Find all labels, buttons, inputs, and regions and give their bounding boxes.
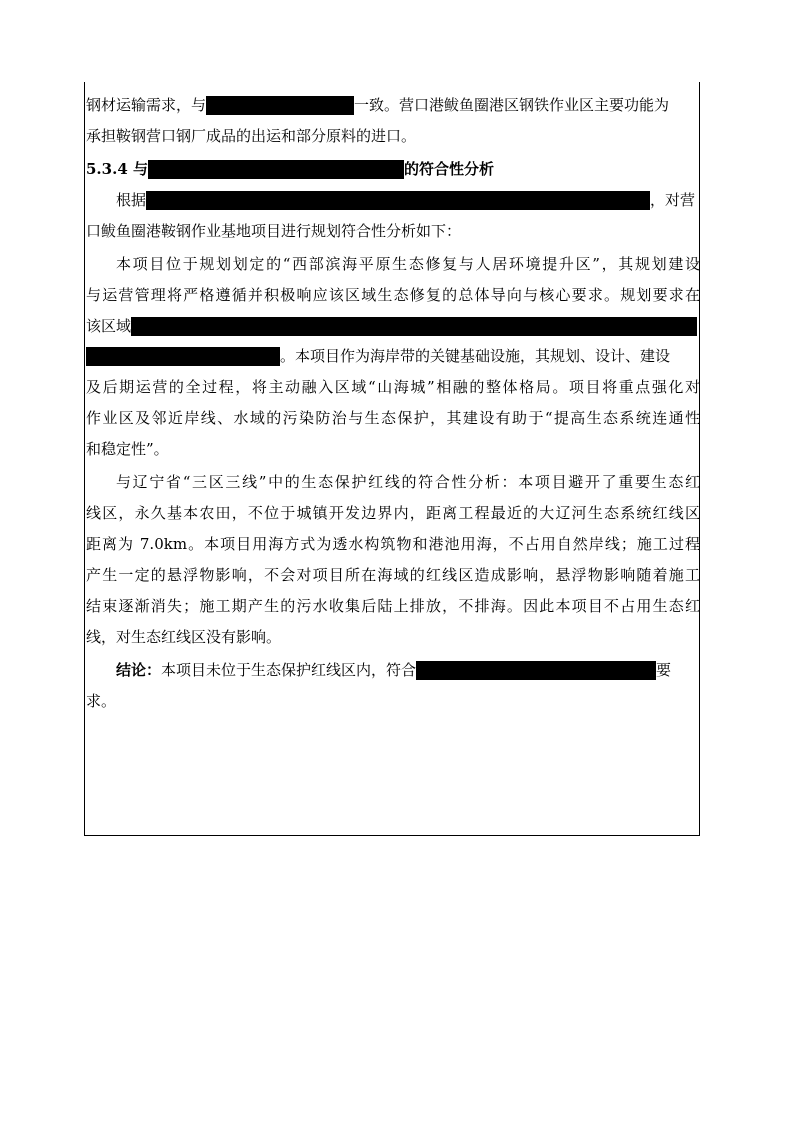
text-segment: 求。 xyxy=(86,692,117,710)
text-line-18 xyxy=(86,624,700,650)
text-segment: 钢材运输需求，与 xyxy=(86,96,207,114)
text-segment: 口鲅鱼圈港鞍钢作业基地项目进行规划符合性分析如下： xyxy=(86,222,462,240)
text-line-4 xyxy=(116,187,700,213)
text-segment: 与运营管理将严格遵循并积极响应该区域生态修复的总体导向与核心要求。规划要求在 xyxy=(86,286,700,304)
text-line-20 xyxy=(86,688,700,714)
section-title: 的符合性分析 xyxy=(403,160,494,178)
text-segment: 。本项目作为海岸带的关键基础设施，其规划、设计、建设 xyxy=(280,347,671,365)
text-segment: 承担鞍钢营口钢厂成品的出运和部分原料的进口。 xyxy=(86,127,417,145)
text-segment: 结束逐渐消失；施工期产生的污水收集后陆上排放，不排海。因此本项目不占用生态红 xyxy=(86,597,700,615)
text-line-7 xyxy=(86,282,700,308)
text-segment: 该区域 xyxy=(86,317,132,335)
text-segment: 根据 xyxy=(116,191,147,209)
text-segment: 与辽宁省“三区三线”中的生态保护红线的符合性分析：本项目避开了重要生态红 xyxy=(116,473,700,491)
text-segment: 和稳定性”。 xyxy=(86,440,169,458)
text-segment: 本项目位于规划划定的“西部滨海平原生态修复与人居环境提升区”，其规划建设 xyxy=(116,255,700,273)
text-segment: 一致。营口港鲅鱼圈港区钢铁作业区主要功能为 xyxy=(354,96,670,114)
text-line-12 xyxy=(86,436,700,462)
redaction-block xyxy=(86,347,280,366)
redaction-block xyxy=(206,96,354,115)
text-line-9 xyxy=(86,343,700,369)
text-line-14 xyxy=(86,500,700,526)
text-line-6 xyxy=(116,251,700,277)
conclusion-label: 结论： xyxy=(116,661,162,679)
text-line-8 xyxy=(86,313,700,339)
text-segment: 及后期运营的全过程，将主动融入区域“山海城”相融的整体格局。项目将重点强化对 xyxy=(86,378,700,396)
text-line-16 xyxy=(86,562,700,588)
text-segment: 产生一定的悬浮物影响，不会对项目所在海域的红线区造成影响，悬浮物影响随着施工 xyxy=(86,566,700,584)
text-line-5 xyxy=(86,218,700,244)
text-segment: 本项目未位于生态保护红线区内，符合 xyxy=(161,661,417,679)
text-segment: 线区，永久基本农田，不位于城镇开发边界内，距离工程最近的大辽河生态系统红线区 xyxy=(86,504,700,522)
text-segment: 线，对生态红线区没有影响。 xyxy=(86,628,282,646)
conclusion-line xyxy=(116,657,700,683)
text-line-2 xyxy=(86,123,700,149)
redaction-block xyxy=(131,317,697,336)
text-segment: 作业区及邻近岸线、水域的污染防治与生态保护，其建设有助于“提高生态系统连通性 xyxy=(86,409,700,427)
section-number: 5.3.4 与 xyxy=(86,160,148,178)
text-segment: ，对营 xyxy=(650,191,696,209)
text-line-11 xyxy=(86,405,700,431)
section-heading xyxy=(86,156,700,182)
redaction-block xyxy=(146,191,650,210)
text-line-1 xyxy=(86,92,700,118)
text-line-10 xyxy=(86,374,700,400)
text-line-17 xyxy=(86,593,700,619)
text-line-13 xyxy=(116,469,700,495)
redaction-block xyxy=(416,661,656,680)
text-line-15 xyxy=(86,531,700,557)
text-segment: 距离为 7.0km。本项目用海方式为透水构筑物和港池用海，不占用自然岸线；施工过程 xyxy=(86,535,700,553)
text-segment: 要 xyxy=(656,661,672,679)
redaction-block xyxy=(148,160,404,179)
